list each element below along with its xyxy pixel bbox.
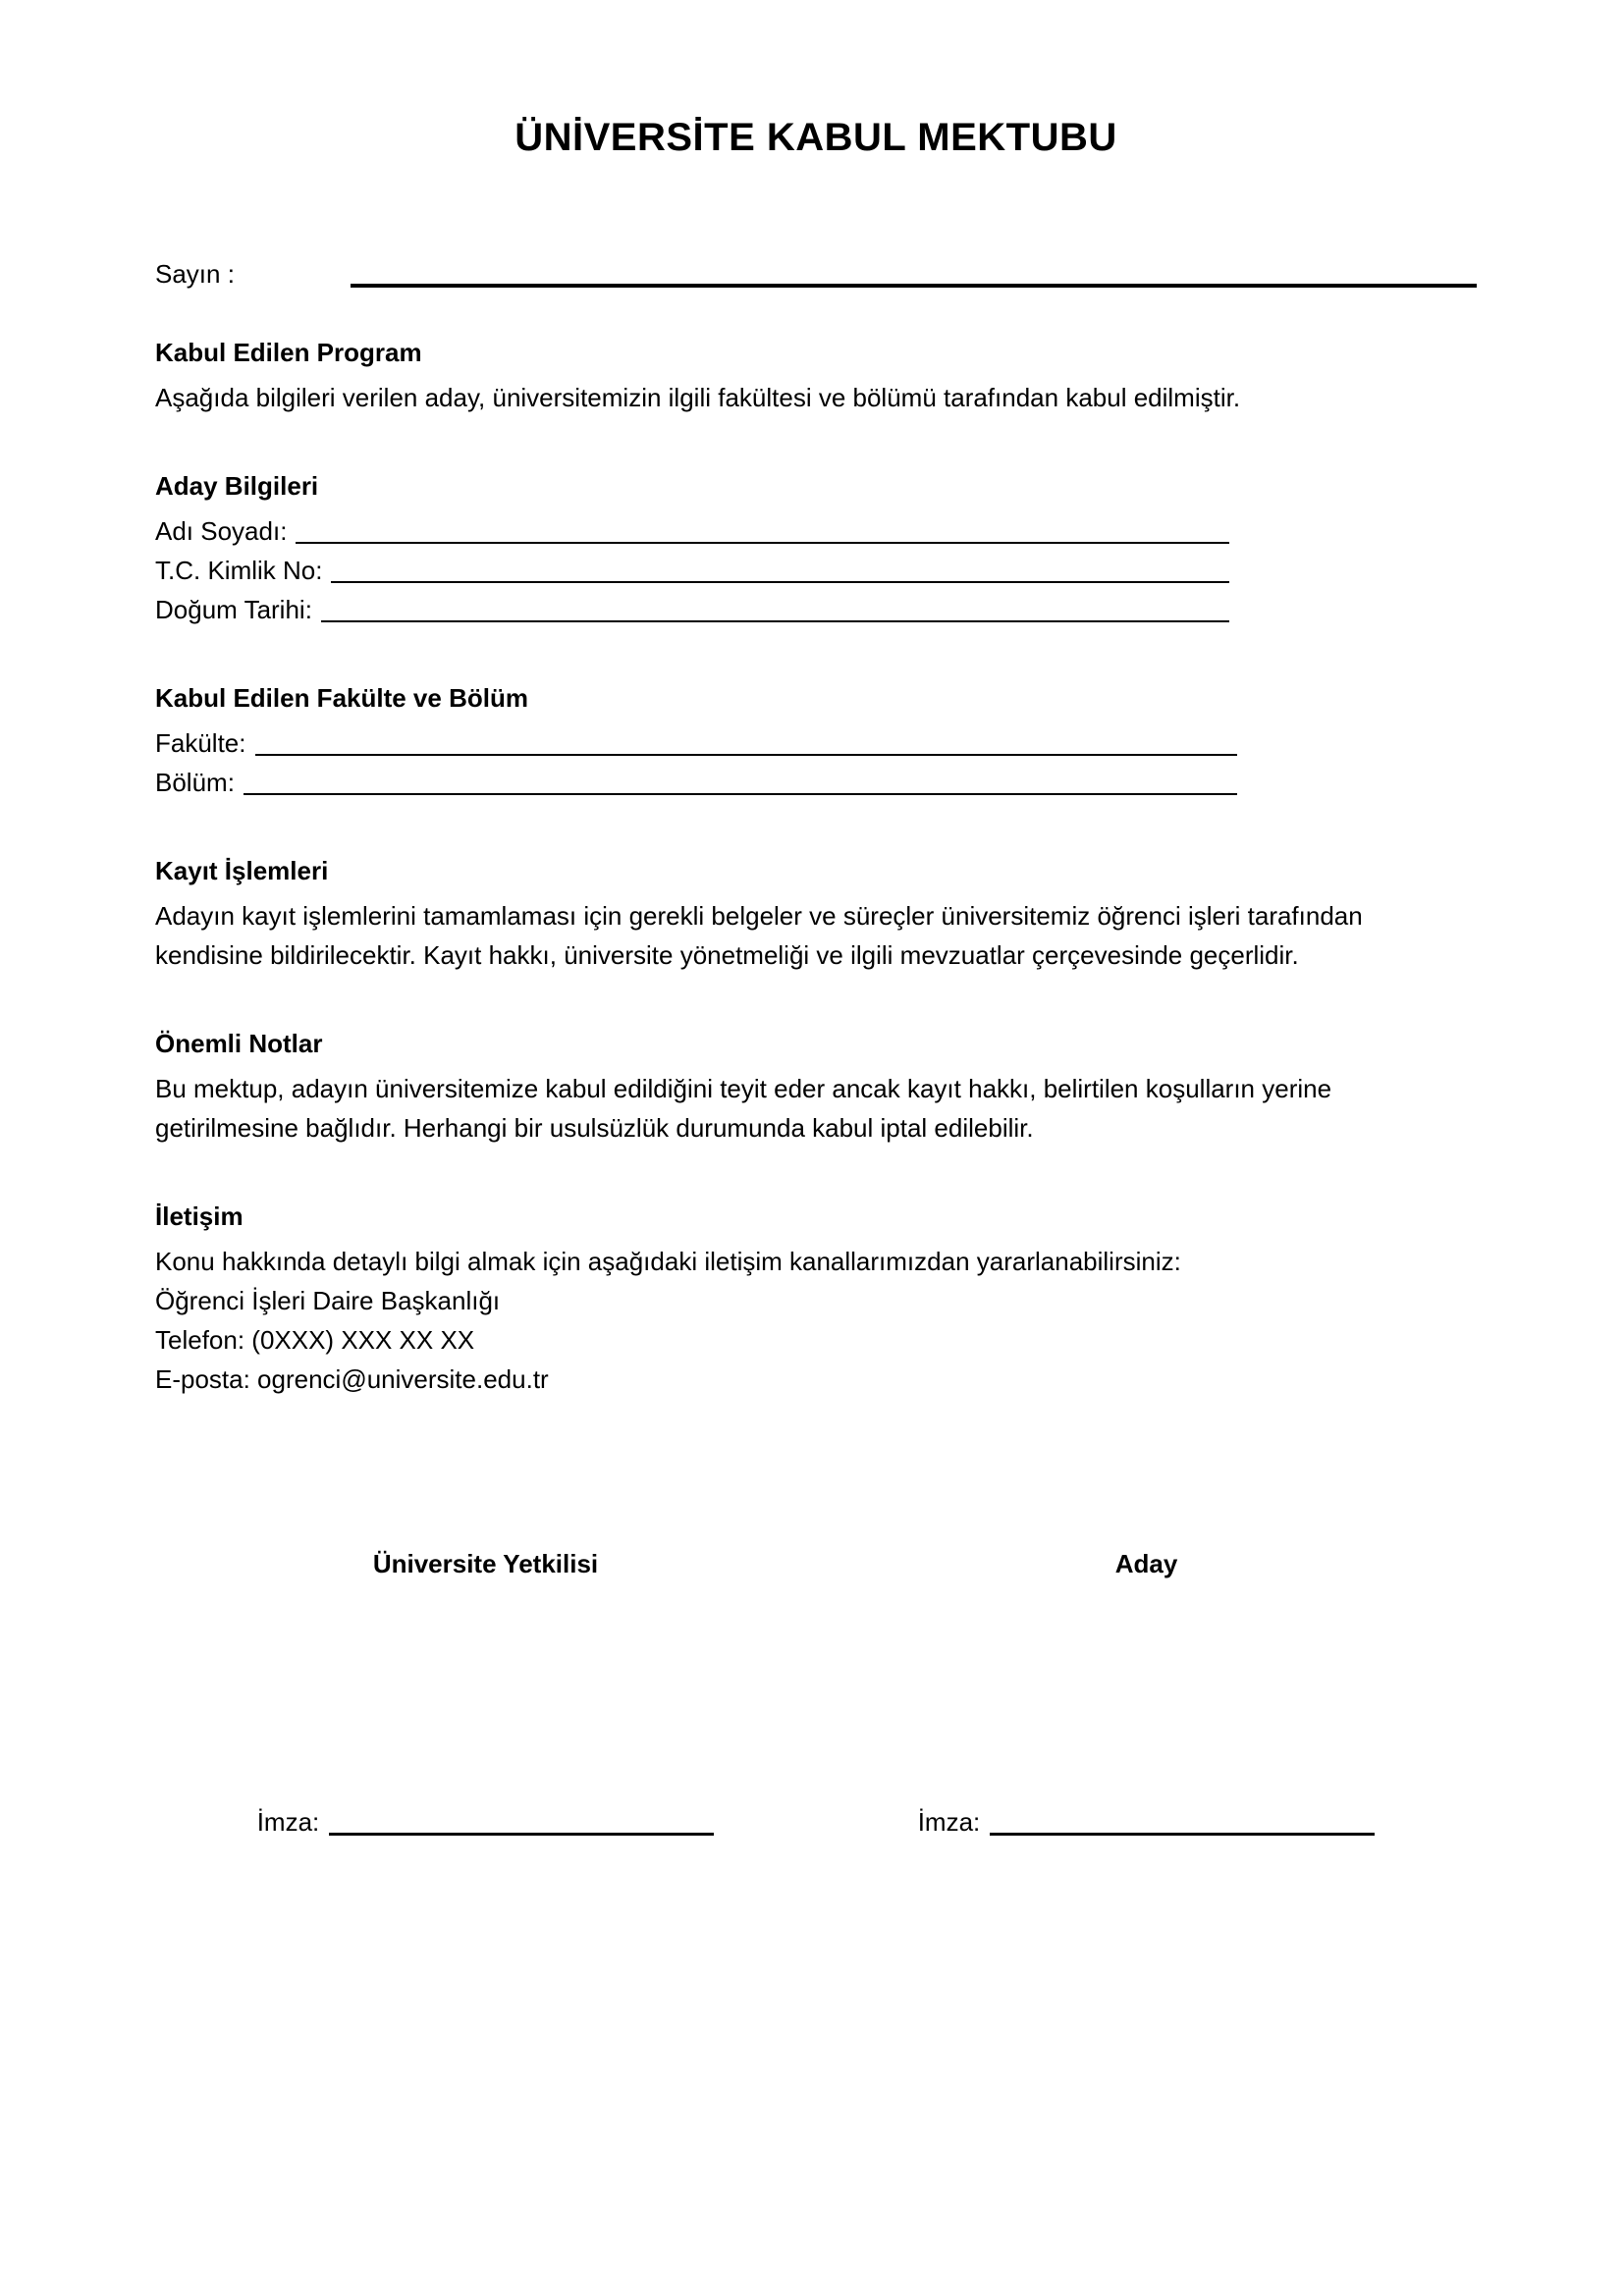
fill-in-line — [244, 793, 1237, 795]
contact-phone: Telefon: (0XXX) XXX XX XX — [155, 1325, 475, 1355]
paragraph: Konu hakkında detaylı bilgi almak için aşağıdaki iletişim kanallarımızdan yararlanabilirsiniz: — [155, 1247, 1181, 1276]
imza-cell-university-official — [155, 1802, 816, 1842]
salutation-row — [155, 254, 1477, 294]
section-heading: Kayıt İşlemleri — [155, 856, 329, 885]
contact-email: E-posta: ogrenci@universite.edu.tr — [155, 1364, 549, 1394]
section-onemli-notlar — [155, 1024, 1477, 1148]
field-row-adi-soyadi — [155, 511, 1477, 551]
fill-in-line — [331, 581, 1229, 583]
imza-label: İmza: — [917, 1807, 981, 1837]
signature-roles-row — [155, 1544, 1477, 1583]
section-heading: Aday Bilgileri — [155, 471, 319, 501]
section-heading: Kabul Edilen Program — [155, 338, 422, 367]
section-heading: İletişim — [155, 1201, 244, 1231]
salutation-blank-line — [351, 284, 1477, 288]
section-kayit-islemleri — [155, 851, 1477, 975]
field-label: T.C. Kimlik No: — [155, 556, 323, 585]
field-row-bolum — [155, 763, 1477, 802]
paragraph: Aşağıda bilgileri verilen aday, üniversitemizin ilgili fakültesi ve bölümü tarafından kabul edilmiştir. — [155, 383, 1241, 412]
field-row-dogum-tarihi — [155, 590, 1477, 629]
field-label: Bölüm: — [155, 768, 235, 797]
document-title: ÜNİVERSİTE KABUL MEKTUBU — [514, 116, 1117, 159]
section-iletisim — [155, 1197, 1477, 1399]
field-row-fakulte — [155, 723, 1477, 763]
section-heading: Kabul Edilen Fakülte ve Bölüm — [155, 683, 528, 713]
paragraph: Bu mektup, adayın üniversitemize kabul edildiğini teyit eder ancak kayıt hakkı, belirtilen koşulların yerine getirilmesine bağlıdır. Herhangi bir usulsüzlük durumunda kabul iptal edilebilir. — [155, 1074, 1332, 1143]
imza-label: İmza: — [256, 1807, 320, 1837]
signature-role-university-official: Üniversite Yetkilisi — [372, 1549, 599, 1578]
signature-blank-line — [329, 1833, 714, 1836]
section-fakulte-ve-bolum — [155, 678, 1477, 802]
signature-role-candidate: Aday — [1114, 1549, 1178, 1578]
salutation-label: Sayın : — [155, 259, 235, 289]
imza-cell-candidate — [816, 1802, 1477, 1842]
paragraph: Adayın kayıt işlemlerini tamamlaması için gerekli belgeler ve süreçler üniversitemiz öğrenci işleri tarafından kendisine bildirilecektir. Kayıt hakkı, üniversite yönetmeliği ve ilgili mevzuatlar çerçevesinde geçerlidir. — [155, 901, 1363, 970]
field-row-tc-kimlik-no — [155, 551, 1477, 590]
fill-in-line — [321, 620, 1229, 622]
section-kabul-edilen-program — [155, 333, 1477, 417]
contact-department: Öğrenci İşleri Daire Başkanlığı — [155, 1286, 501, 1315]
signature-lines-row — [155, 1802, 1477, 1842]
fill-in-line — [296, 542, 1229, 544]
section-aday-bilgileri — [155, 466, 1477, 629]
section-heading: Önemli Notlar — [155, 1029, 323, 1058]
fill-in-line — [255, 754, 1238, 756]
field-label: Fakülte: — [155, 728, 246, 758]
field-label: Adı Soyadı: — [155, 516, 288, 546]
field-label: Doğum Tarihi: — [155, 595, 312, 624]
signature-blank-line — [990, 1833, 1375, 1836]
